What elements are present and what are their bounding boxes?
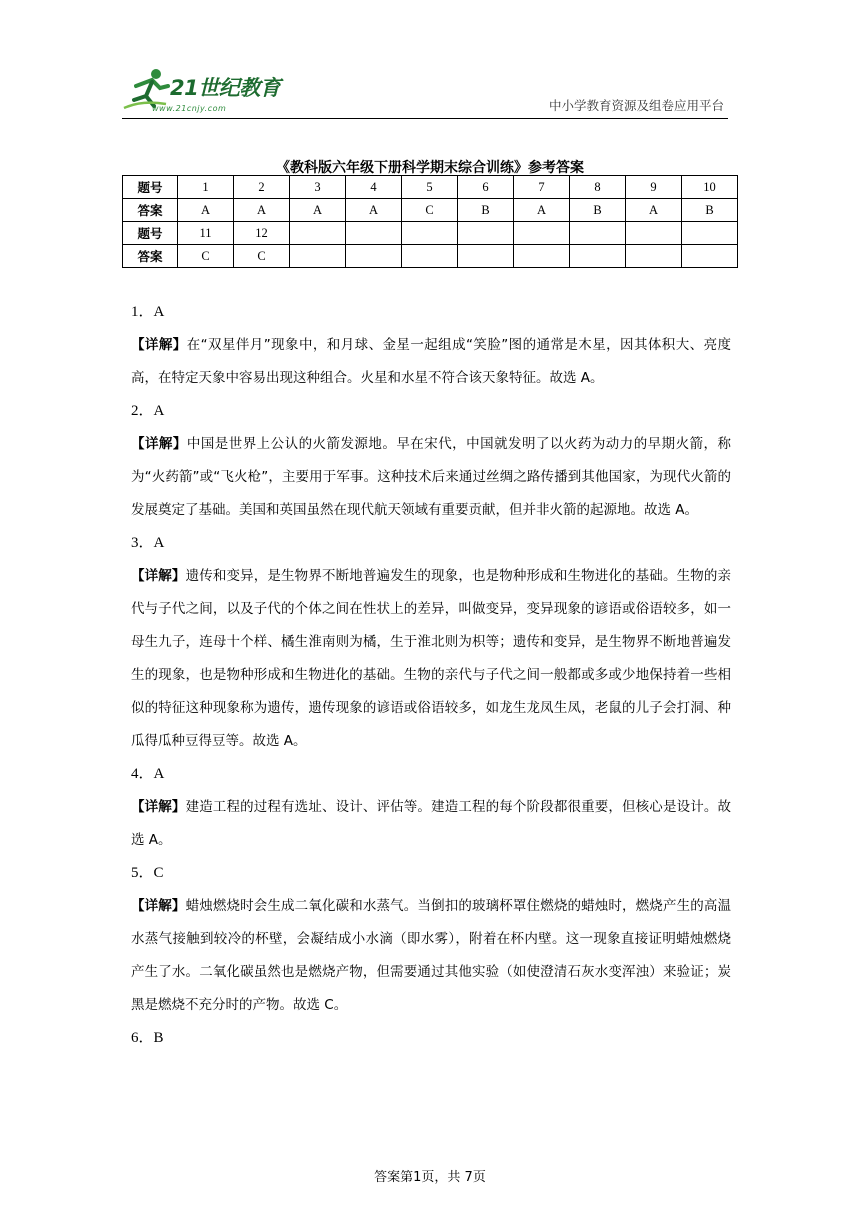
question-answer: 3．A [131, 535, 165, 551]
row-header: 答案 [123, 199, 178, 222]
row-header: 答案 [123, 245, 178, 268]
table-cell: 10 [682, 176, 738, 199]
table-cell: B [458, 199, 514, 222]
explanation-tag: 【详解】 [131, 436, 187, 452]
logo [122, 66, 297, 116]
table-cell: 7 [514, 176, 570, 199]
explanation-text: 遗传和变异，是生物界不断地普遍发生的现象，也是物种形成和生物进化的基础。生物的亲代与子代之间，以及子代的个体之间在性状上的差异，叫做变异，变异现象的谚语或俗语较多，如一母生九子，连母十个样、橘生淮南则为橘，生于淮北则为枳等；遗传和变异，是生物界不断地普遍发生的现象，也是物种形成和生物进化的基础。生物的亲代与子代之间一般都或多或少地保持着一些相似的特征这种现象称为遗传，遗传现象的谚语或俗语较多，如龙生龙凤生凤，老鼠的儿子会打洞、种瓜得瓜种豆得豆等。故选 A。 [131, 568, 732, 749]
explanation-text: 蜡烛燃烧时会生成二氧化碳和水蒸气。当倒扣的玻璃杯罩住燃烧的蜡烛时，燃烧产生的高温水蒸气接触到较冷的杯壁，会凝结成小水滴（即水雾），附着在杯内壁。这一现象直接证明蜡烛燃烧产生了水。二氧化碳虽然也是燃烧产物，但需要通过其他实验（如使澄清石灰水变浑浊）来验证；炭黑是燃烧不充分时的产物。故选 C。 [131, 898, 732, 1013]
explanation-text: 建造工程的过程有选址、设计、评估等。建造工程的每个阶段都很重要，但核心是设计。故选 A。 [131, 799, 732, 848]
row-header: 题号 [123, 222, 178, 245]
table-cell: B [682, 199, 738, 222]
table-cell: 6 [458, 176, 514, 199]
table-cell [458, 245, 514, 268]
page-header [122, 66, 728, 119]
table-cell: A [178, 199, 234, 222]
document-title: 《教科版六年级下册科学期末综合训练》参考答案 [276, 160, 584, 176]
explanation-text: 在“双星伴月”现象中，和月球、金星一起组成“笑脸”图的通常是木星，因其体积大、亮度高，在特定天象中容易出现这种组合。火星和水星不符合该天象特征。故选 A。 [131, 337, 731, 386]
table-cell: 12 [234, 222, 290, 245]
table-cell [514, 222, 570, 245]
question-answer: 4．A [131, 766, 165, 782]
table-cell: 8 [570, 176, 626, 199]
explanation-text: 中国是世界上公认的火箭发源地。早在宋代，中国就发明了以火药为动力的早期火箭，称为“火药箭”或“飞火枪”，主要用于军事。这种技术后来通过丝绸之路传播到其他国家，为现代火箭的发展奠定了基础。美国和英国虽然在现代航天领域有重要贡献，但并非火箭的起源地。故选 A。 [131, 436, 732, 518]
table-cell [402, 222, 458, 245]
table-cell [570, 222, 626, 245]
explanation [131, 890, 731, 1022]
table-cell [626, 222, 682, 245]
table-cell: A [514, 199, 570, 222]
platform-tagline: 中小学教育资源及组卷应用平台 [548, 98, 724, 113]
table-cell: 9 [626, 176, 682, 199]
table-row [123, 245, 738, 268]
explanations [131, 296, 731, 1055]
table-cell: 2 [234, 176, 290, 199]
table-cell: A [346, 199, 402, 222]
table-cell [290, 222, 346, 245]
page-footer: 答案第1页，共 7页 [374, 1170, 486, 1185]
table-cell [458, 222, 514, 245]
explanation-tag: 【详解】 [131, 898, 186, 914]
question-answer: 6．B [131, 1030, 164, 1046]
answer-table [122, 175, 738, 268]
table-cell: A [626, 199, 682, 222]
question-answer: 1．A [131, 304, 165, 320]
explanation-tag: 【详解】 [131, 799, 186, 815]
table-cell [290, 245, 346, 268]
explanation-tag: 【详解】 [131, 337, 187, 353]
table-cell: 11 [178, 222, 234, 245]
table-row [123, 222, 738, 245]
logo-text: 21世纪教育 [170, 76, 281, 100]
table-row [123, 176, 738, 199]
table-cell [682, 222, 738, 245]
table-cell: C [178, 245, 234, 268]
table-cell: 3 [290, 176, 346, 199]
table-cell: 4 [346, 176, 402, 199]
logo-url: www.21cnjy.com [152, 104, 227, 113]
question-answer: 2．A [131, 403, 165, 419]
explanation [131, 428, 731, 527]
row-header: 题号 [123, 176, 178, 199]
table-cell [346, 245, 402, 268]
table-row [123, 199, 738, 222]
table-cell [346, 222, 402, 245]
table-cell: C [402, 199, 458, 222]
table-cell: A [234, 199, 290, 222]
explanation [131, 791, 731, 857]
table-cell [626, 245, 682, 268]
explanation [131, 329, 731, 395]
table-cell [682, 245, 738, 268]
question-answer: 5．C [131, 865, 164, 881]
explanation [131, 560, 731, 758]
table-cell [514, 245, 570, 268]
table-cell [570, 245, 626, 268]
explanation-tag: 【详解】 [131, 568, 186, 584]
table-cell: 5 [402, 176, 458, 199]
table-cell [402, 245, 458, 268]
table-cell: A [290, 199, 346, 222]
table-cell: C [234, 245, 290, 268]
table-cell: 1 [178, 176, 234, 199]
table-cell: B [570, 199, 626, 222]
